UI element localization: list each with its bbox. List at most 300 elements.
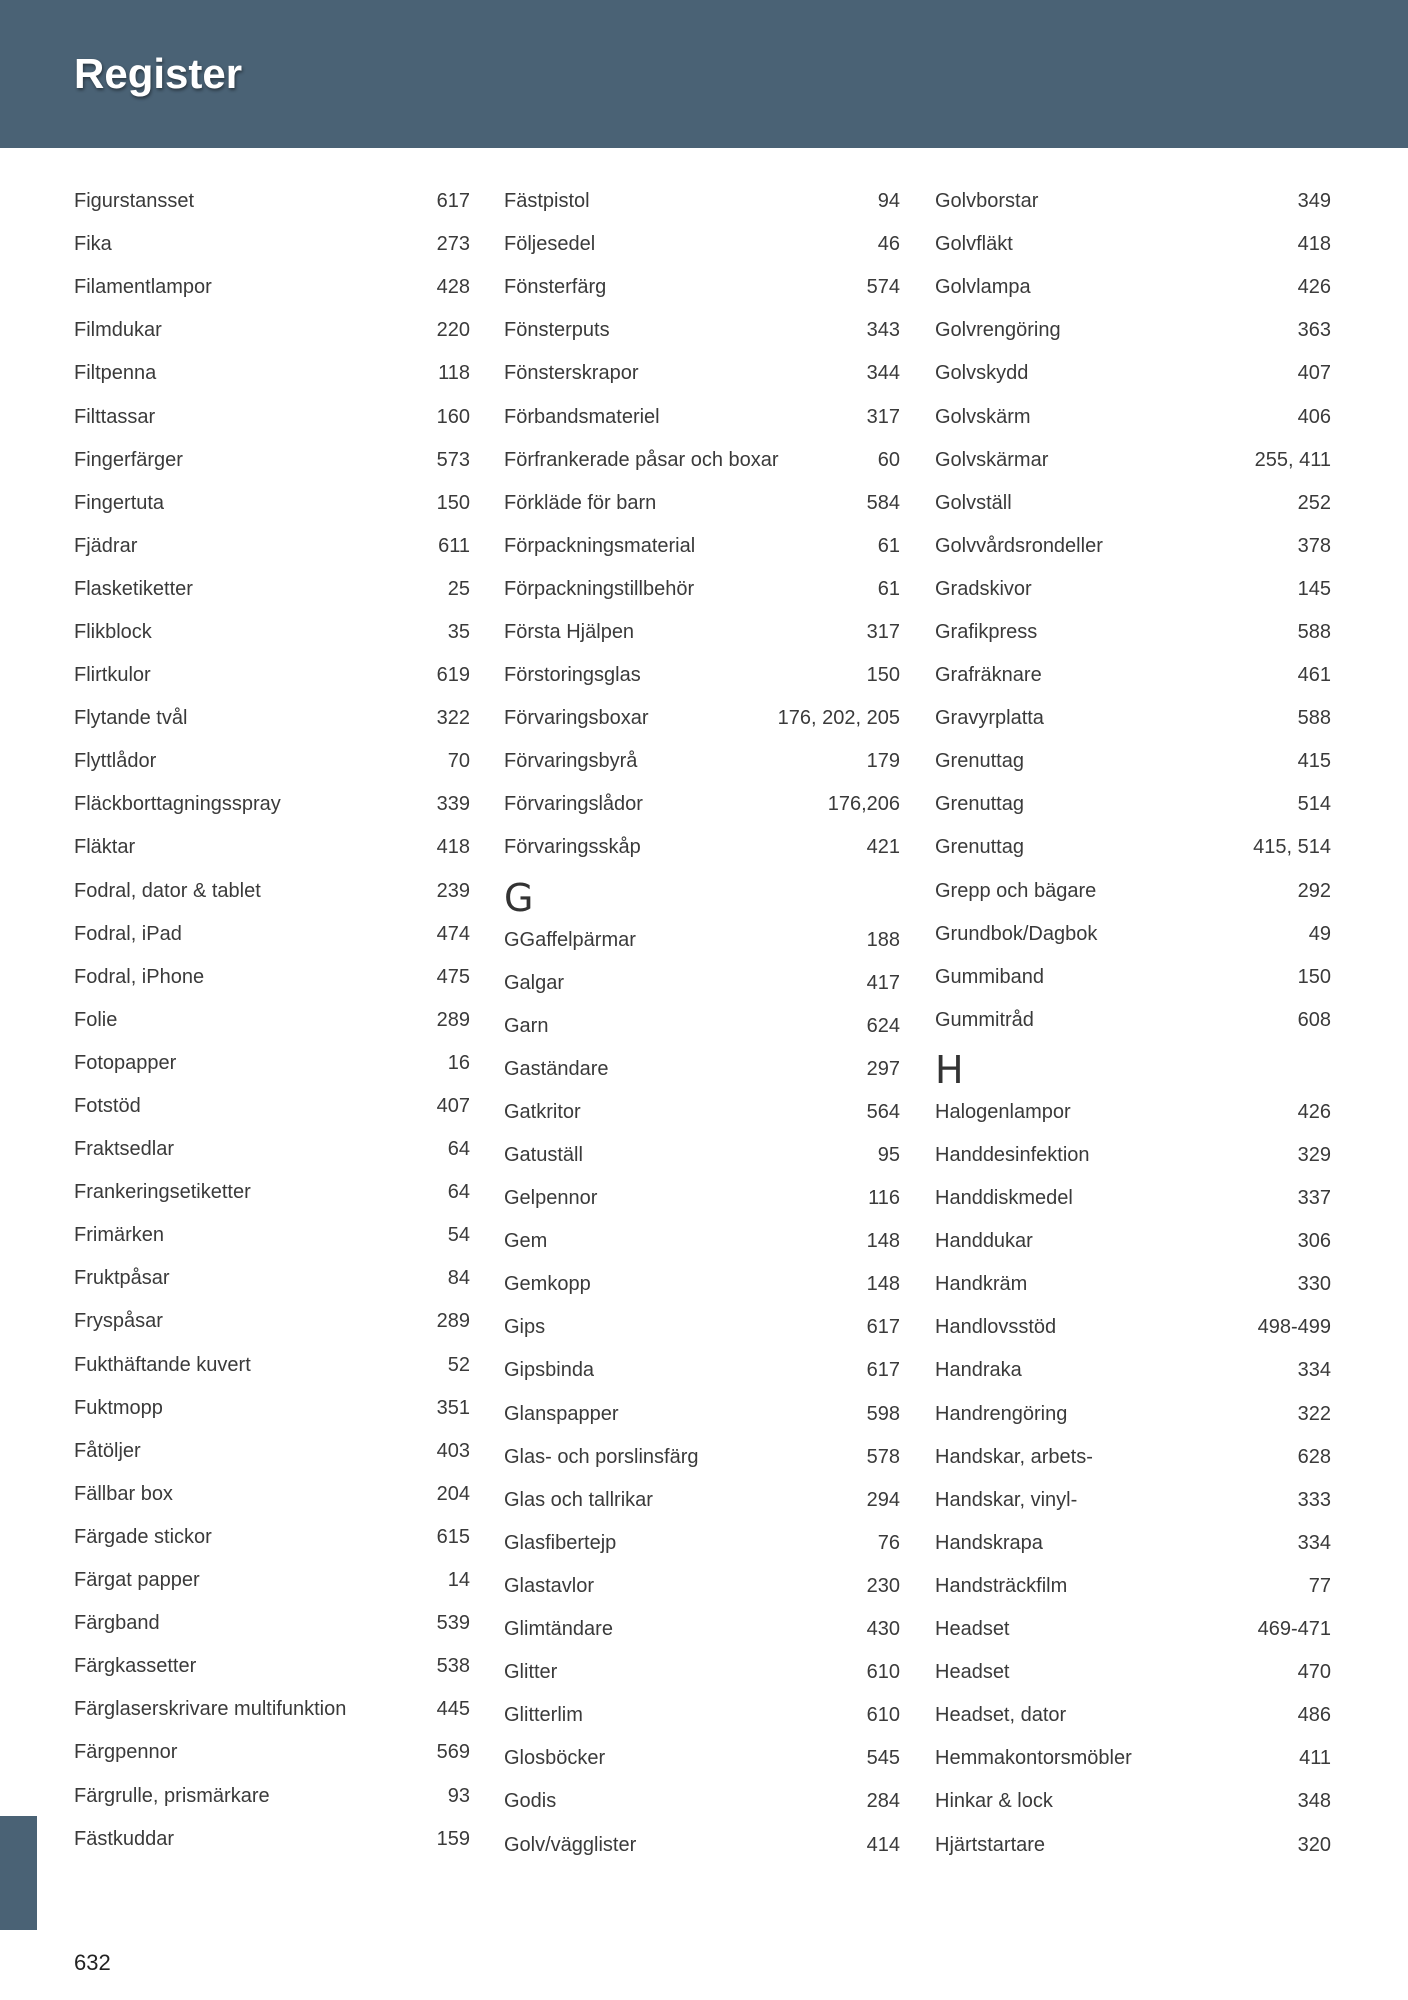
index-page-ref: 176,206 <box>827 793 900 816</box>
index-term: Fästkuddar <box>74 1827 175 1850</box>
index-term: Golvskärmar <box>935 448 1049 471</box>
index-entry <box>504 395 900 438</box>
index-term: Hemmakontorsmöbler <box>935 1747 1132 1770</box>
page-header <box>0 0 1408 148</box>
index-entry <box>74 1645 470 1688</box>
index-entry <box>935 223 1331 266</box>
index-term: Handdiskmedel <box>935 1187 1073 1210</box>
index-entry <box>504 697 900 740</box>
index-page-ref: 339 <box>436 793 470 816</box>
index-entry <box>504 180 900 223</box>
index-term: Fodral, iPhone <box>74 965 205 988</box>
index-entry <box>935 1306 1331 1349</box>
index-page-ref: 150 <box>1297 965 1331 988</box>
index-page-ref: 294 <box>866 1488 900 1511</box>
index-term: Figurstansset <box>74 190 195 213</box>
index-page-ref: 273 <box>436 233 470 256</box>
index-term: Färglaserskrivare multifunktion <box>74 1698 347 1721</box>
index-page-ref: 317 <box>866 620 900 643</box>
index-page-ref: 584 <box>866 491 900 514</box>
index-term: Golvborstar <box>935 190 1039 213</box>
index-entry <box>504 1220 900 1263</box>
index-page-ref: 545 <box>866 1747 900 1770</box>
index-page-ref: 330 <box>1297 1273 1331 1296</box>
index-term: Handdesinfektion <box>935 1144 1090 1167</box>
index-entry <box>74 1387 470 1430</box>
index-page-ref: 363 <box>1297 319 1331 342</box>
page-title: Register <box>74 50 243 97</box>
index-term: Glosböcker <box>504 1747 606 1770</box>
index-page-ref: 573 <box>436 448 470 471</box>
index-entry <box>504 1694 900 1737</box>
index-term: Gatkritor <box>504 1100 581 1123</box>
index-page-ref: 322 <box>1297 1402 1331 1425</box>
index-page-ref: 150 <box>866 664 900 687</box>
index-page-ref: 578 <box>866 1445 900 1468</box>
index-page-ref: 617 <box>436 190 470 213</box>
index-term: Grenuttag <box>935 793 1024 816</box>
index-entry <box>74 180 470 223</box>
index-term: Fjädrar <box>74 534 138 557</box>
index-entry <box>504 223 900 266</box>
index-entry <box>74 1559 470 1602</box>
index-entry <box>935 525 1331 568</box>
index-column-1 <box>74 180 470 1861</box>
index-page-ref: 598 <box>866 1402 900 1425</box>
index-term: Fästpistol <box>504 190 590 213</box>
index-page-ref: 611 <box>438 534 470 557</box>
index-term: Glitter <box>504 1661 558 1684</box>
index-entry <box>935 568 1331 611</box>
index-page-ref: 145 <box>1297 577 1331 600</box>
index-entry <box>504 482 900 525</box>
index-column-3 <box>935 180 1331 1867</box>
index-entry <box>74 1214 470 1257</box>
index-entry <box>74 999 470 1042</box>
index-entry <box>504 1436 900 1479</box>
index-page-ref: 378 <box>1297 534 1331 557</box>
index-entry <box>935 1263 1331 1306</box>
index-page-ref: 538 <box>436 1655 470 1678</box>
index-entry <box>935 352 1331 395</box>
index-entry <box>504 1522 900 1565</box>
index-entry <box>935 439 1331 482</box>
index-term: Headset, dator <box>935 1704 1067 1727</box>
index-entry <box>504 611 900 654</box>
index-entry <box>935 1565 1331 1608</box>
index-page-ref: 159 <box>436 1827 470 1850</box>
index-term: Glas och tallrikar <box>504 1488 653 1511</box>
index-entry <box>74 1602 470 1645</box>
index-page-ref: 474 <box>436 922 470 945</box>
index-term: Fotstöd <box>74 1095 141 1118</box>
index-page-ref: 415 <box>1297 750 1331 773</box>
index-page-ref: 610 <box>866 1704 900 1727</box>
index-entry <box>935 395 1331 438</box>
index-term: Fingertuta <box>74 491 165 514</box>
index-entry <box>504 919 900 962</box>
index-term: Glastavlor <box>504 1574 595 1597</box>
index-page-ref: 403 <box>436 1439 470 1462</box>
index-page-ref: 619 <box>436 664 470 687</box>
index-term: Gummitråd <box>935 1008 1034 1031</box>
index-term: Gipsbinda <box>504 1359 595 1382</box>
index-page-ref: 289 <box>436 1008 470 1031</box>
index-entry <box>74 1473 470 1516</box>
index-term: Gatuställ <box>504 1144 583 1167</box>
index-term: Fraktsedlar <box>74 1138 175 1161</box>
index-page-ref: 329 <box>1297 1144 1331 1167</box>
index-page-ref: 414 <box>866 1833 900 1856</box>
section-letter: H <box>935 1047 964 1092</box>
index-term: Fönsterskrapor <box>504 362 639 385</box>
index-page-ref: 94 <box>877 190 900 213</box>
index-term: Förvaringsbyrå <box>504 750 638 773</box>
index-entry <box>74 568 470 611</box>
index-term: Fällbar box <box>74 1482 173 1505</box>
index-term: Handkräm <box>935 1273 1028 1296</box>
index-page-ref: 49 <box>1308 922 1331 945</box>
index-term: Fåtöljer <box>74 1439 141 1462</box>
index-page-ref: 588 <box>1297 620 1331 643</box>
index-page-ref: 35 <box>447 620 470 643</box>
index-page-ref: 539 <box>436 1612 470 1635</box>
index-term: GGaffelpärmar <box>504 928 636 951</box>
index-page-ref: 292 <box>1297 879 1331 902</box>
index-page-ref: 469-471 <box>1257 1618 1331 1641</box>
index-page-ref: 317 <box>866 405 900 428</box>
index-term: Gaständare <box>504 1057 609 1080</box>
index-entry <box>935 1220 1331 1263</box>
index-page-ref: 160 <box>436 405 470 428</box>
index-page-ref: 61 <box>877 534 900 557</box>
index-entry <box>74 525 470 568</box>
index-page-ref: 343 <box>866 319 900 342</box>
index-page-ref: 320 <box>1297 1833 1331 1856</box>
index-term: Garn <box>504 1014 549 1037</box>
index-page-ref: 624 <box>866 1014 900 1037</box>
index-entry <box>74 1731 470 1774</box>
index-term: Förvaringslådor <box>504 793 643 816</box>
index-entry <box>935 826 1331 869</box>
index-term: Gradskivor <box>935 577 1032 600</box>
index-entry <box>74 1300 470 1343</box>
index-page-ref: 349 <box>1297 190 1331 213</box>
index-page-ref: 470 <box>1297 1661 1331 1684</box>
index-term: Fönsterfärg <box>504 276 607 299</box>
index-term: Handrengöring <box>935 1402 1068 1425</box>
index-entry <box>504 962 900 1005</box>
index-term: Flikblock <box>74 620 152 643</box>
index-page-ref: 498-499 <box>1257 1316 1331 1339</box>
index-term: Fukthäftande kuvert <box>74 1353 251 1376</box>
index-page-ref: 52 <box>447 1353 470 1376</box>
index-page-ref: 14 <box>447 1569 470 1592</box>
index-term: Golvvårdsrondeller <box>935 534 1103 557</box>
index-page-ref: 486 <box>1297 1704 1331 1727</box>
index-entry <box>74 1085 470 1128</box>
index-entry <box>504 654 900 697</box>
index-entry <box>504 568 900 611</box>
index-entry <box>74 352 470 395</box>
index-term: Gummiband <box>935 965 1044 988</box>
index-page-ref: 16 <box>447 1051 470 1074</box>
index-entry <box>935 654 1331 697</box>
index-entry <box>935 1134 1331 1177</box>
index-term: Grafräknare <box>935 664 1042 687</box>
index-term: Färgpennor <box>74 1741 178 1764</box>
index-term: Färgband <box>74 1612 160 1635</box>
index-term: Flirtkulor <box>74 664 151 687</box>
index-page-ref: 148 <box>866 1273 900 1296</box>
index-page-ref: 407 <box>1297 362 1331 385</box>
index-term: Förpackningsmaterial <box>504 534 696 557</box>
index-entry <box>504 1263 900 1306</box>
index-term: Filamentlampor <box>74 276 212 299</box>
index-term: Gelpennor <box>504 1187 598 1210</box>
index-term: Färgat papper <box>74 1569 200 1592</box>
index-term: Gravyrplatta <box>935 707 1044 730</box>
index-term: Fläckborttagningsspray <box>74 793 281 816</box>
index-term: Grenuttag <box>935 836 1024 859</box>
index-entry <box>74 1344 470 1387</box>
index-term: Förstoringsglas <box>504 664 641 687</box>
index-term: Fläktar <box>74 836 136 859</box>
index-page-ref: 64 <box>447 1138 470 1161</box>
index-entry <box>935 783 1331 826</box>
index-entry <box>504 1565 900 1608</box>
index-entry <box>504 266 900 309</box>
index-entry <box>504 1177 900 1220</box>
index-entry <box>74 783 470 826</box>
index-entry <box>935 697 1331 740</box>
index-term: Handdukar <box>935 1230 1033 1253</box>
index-page-ref: 445 <box>436 1698 470 1721</box>
index-entry <box>504 1134 900 1177</box>
index-page-ref: 322 <box>436 707 470 730</box>
page-number: 632 <box>74 1950 111 1975</box>
index-page-ref: 351 <box>436 1396 470 1419</box>
index-page-ref: 93 <box>447 1784 470 1807</box>
index-entry <box>935 999 1331 1042</box>
index-term: Handskar, vinyl- <box>935 1488 1078 1511</box>
index-term: Filmdukar <box>74 319 162 342</box>
index-term: Filtpenna <box>74 362 157 385</box>
index-entry <box>74 1818 470 1861</box>
index-page-ref: 564 <box>866 1100 900 1123</box>
index-page-ref: 188 <box>866 928 900 951</box>
index-entry <box>504 740 900 783</box>
index-page-ref: 574 <box>866 276 900 299</box>
index-term: Handskar, arbets- <box>935 1445 1093 1468</box>
index-entry <box>74 266 470 309</box>
index-term: Golvfläkt <box>935 233 1013 256</box>
index-term: Golvskärm <box>935 405 1031 428</box>
index-term: Flasketiketter <box>74 577 193 600</box>
index-entry <box>504 783 900 826</box>
index-term: Filttassar <box>74 405 156 428</box>
index-entry <box>935 1349 1331 1392</box>
index-entry <box>935 1780 1331 1823</box>
index-page-ref: 344 <box>866 362 900 385</box>
index-term: Förfrankerade påsar och boxar <box>504 448 779 471</box>
index-term: Halogenlampor <box>935 1100 1071 1123</box>
index-term: Handsträckfilm <box>935 1574 1068 1597</box>
index-entry <box>504 1479 900 1522</box>
index-entry <box>74 740 470 783</box>
index-entry <box>74 223 470 266</box>
index-page-ref: 628 <box>1297 1445 1331 1468</box>
index-term: Galgar <box>504 971 565 994</box>
index-term: Färgrulle, prismärkare <box>74 1784 270 1807</box>
index-term: Handlovsstöd <box>935 1316 1057 1339</box>
index-entry <box>74 1688 470 1731</box>
index-page-ref: 426 <box>1297 276 1331 299</box>
index-entry <box>504 352 900 395</box>
index-page-ref: 411 <box>1299 1747 1331 1770</box>
index-entry <box>74 439 470 482</box>
index-term: Glas- och porslinsfärg <box>504 1445 699 1468</box>
index-entry <box>74 1516 470 1559</box>
index-page-ref: 407 <box>436 1095 470 1118</box>
index-term: Färgade stickor <box>74 1525 212 1548</box>
index-entry <box>935 1177 1331 1220</box>
index-term: Golvskydd <box>935 362 1029 385</box>
index-page-ref: 95 <box>877 1144 900 1167</box>
index-term: Fuktmopp <box>74 1396 163 1419</box>
index-page-ref: 289 <box>436 1310 470 1333</box>
index-entry <box>74 1774 470 1817</box>
index-entry <box>74 956 470 999</box>
index-page-ref: 421 <box>866 836 900 859</box>
index-entry <box>74 654 470 697</box>
index-entry <box>74 697 470 740</box>
index-page-ref: 61 <box>877 577 900 600</box>
index-page-ref: 252 <box>1297 491 1331 514</box>
index-page-ref: 220 <box>436 319 470 342</box>
index-entry <box>935 1694 1331 1737</box>
index-page-ref: 426 <box>1297 1100 1331 1123</box>
index-term: Fodral, iPad <box>74 922 182 945</box>
index-term: Glanspapper <box>504 1402 619 1425</box>
index-term: Grafikpress <box>935 620 1038 643</box>
index-entry <box>935 180 1331 223</box>
index-entry <box>935 1651 1331 1694</box>
index-term: Förpackningstillbehör <box>504 577 695 600</box>
index-entry <box>935 956 1331 999</box>
index-entry <box>935 611 1331 654</box>
index-entry <box>74 913 470 956</box>
index-page-ref: 150 <box>436 491 470 514</box>
index-entry <box>504 826 900 869</box>
index-page-ref: 255, 411 <box>1254 448 1331 471</box>
index-term: Glasfibertejp <box>504 1531 617 1554</box>
index-page-ref: 334 <box>1297 1531 1331 1554</box>
index-entry <box>74 1128 470 1171</box>
index-entry <box>504 525 900 568</box>
index-term: Gips <box>504 1316 546 1339</box>
index-page-ref: 417 <box>866 971 900 994</box>
index-term: Grenuttag <box>935 750 1024 773</box>
index-term: Fönsterputs <box>504 319 610 342</box>
index-term: Frankeringsetiketter <box>74 1181 251 1204</box>
index-page-ref: 179 <box>866 750 900 773</box>
index-entry <box>74 1257 470 1300</box>
index-page-ref: 25 <box>447 577 470 600</box>
index-term: Förbandsmateriel <box>504 405 660 428</box>
index-entry <box>935 482 1331 525</box>
index-page-ref: 415, 514 <box>1253 836 1331 859</box>
index-page-ref: 418 <box>1297 233 1331 256</box>
index-page-ref: 610 <box>866 1661 900 1684</box>
index-page-ref: 617 <box>866 1316 900 1339</box>
index-entry <box>935 740 1331 783</box>
index-entry <box>504 1091 900 1134</box>
index-entry <box>504 1608 900 1651</box>
index-term: Handskrapa <box>935 1531 1043 1554</box>
index-entry <box>935 1737 1331 1780</box>
index-page-ref: 118 <box>438 362 470 385</box>
index-page-ref: 297 <box>866 1057 900 1080</box>
index-entry <box>504 1780 900 1823</box>
index-term: Förkläde för barn <box>504 491 657 514</box>
index-entry <box>935 1393 1331 1436</box>
index-term: Följesedel <box>504 233 596 256</box>
index-entry <box>504 1737 900 1780</box>
index-page-ref: 116 <box>868 1187 900 1210</box>
index-entry <box>935 1522 1331 1565</box>
index-entry <box>935 1091 1331 1134</box>
index-page-ref: 608 <box>1297 1008 1331 1031</box>
index-entry <box>504 1651 900 1694</box>
index-entry <box>504 1823 900 1866</box>
side-tab <box>0 1816 37 1930</box>
index-entry <box>504 1349 900 1392</box>
index-term: Fingerfärger <box>74 448 183 471</box>
index-term: Frimärken <box>74 1224 165 1247</box>
index-page-ref: 70 <box>447 750 470 773</box>
index-term: Glitterlim <box>504 1704 583 1727</box>
index-entry <box>74 611 470 654</box>
index-term: Golvställ <box>935 491 1012 514</box>
index-entry <box>504 1393 900 1436</box>
index-entry <box>74 309 470 352</box>
index-page-ref: 337 <box>1297 1187 1331 1210</box>
index-term: Hjärtstartare <box>935 1833 1046 1856</box>
index-column-2 <box>504 180 900 1867</box>
index-page-ref: 176, 202, 205 <box>777 707 900 730</box>
index-entry <box>74 482 470 525</box>
index-term: Golvrengöring <box>935 319 1061 342</box>
index-page-ref: 306 <box>1297 1230 1331 1253</box>
index-term: Folie <box>74 1008 118 1031</box>
index-term: Glimtändare <box>504 1618 613 1641</box>
index-entry <box>74 1171 470 1214</box>
index-term: Första Hjälpen <box>504 620 635 643</box>
index-page-ref: 46 <box>877 233 900 256</box>
index-entry <box>935 870 1331 913</box>
index-page-ref: 428 <box>436 276 470 299</box>
index-page-ref: 588 <box>1297 707 1331 730</box>
index-term: Flyttlådor <box>74 750 157 773</box>
index-term: Fotopapper <box>74 1051 177 1074</box>
index-entry <box>74 826 470 869</box>
index-page-ref: 239 <box>436 879 470 902</box>
index-page-ref: 406 <box>1297 405 1331 428</box>
index-page-ref: 148 <box>866 1230 900 1253</box>
index-page-ref: 430 <box>866 1618 900 1641</box>
index-page-ref: 334 <box>1297 1359 1331 1382</box>
